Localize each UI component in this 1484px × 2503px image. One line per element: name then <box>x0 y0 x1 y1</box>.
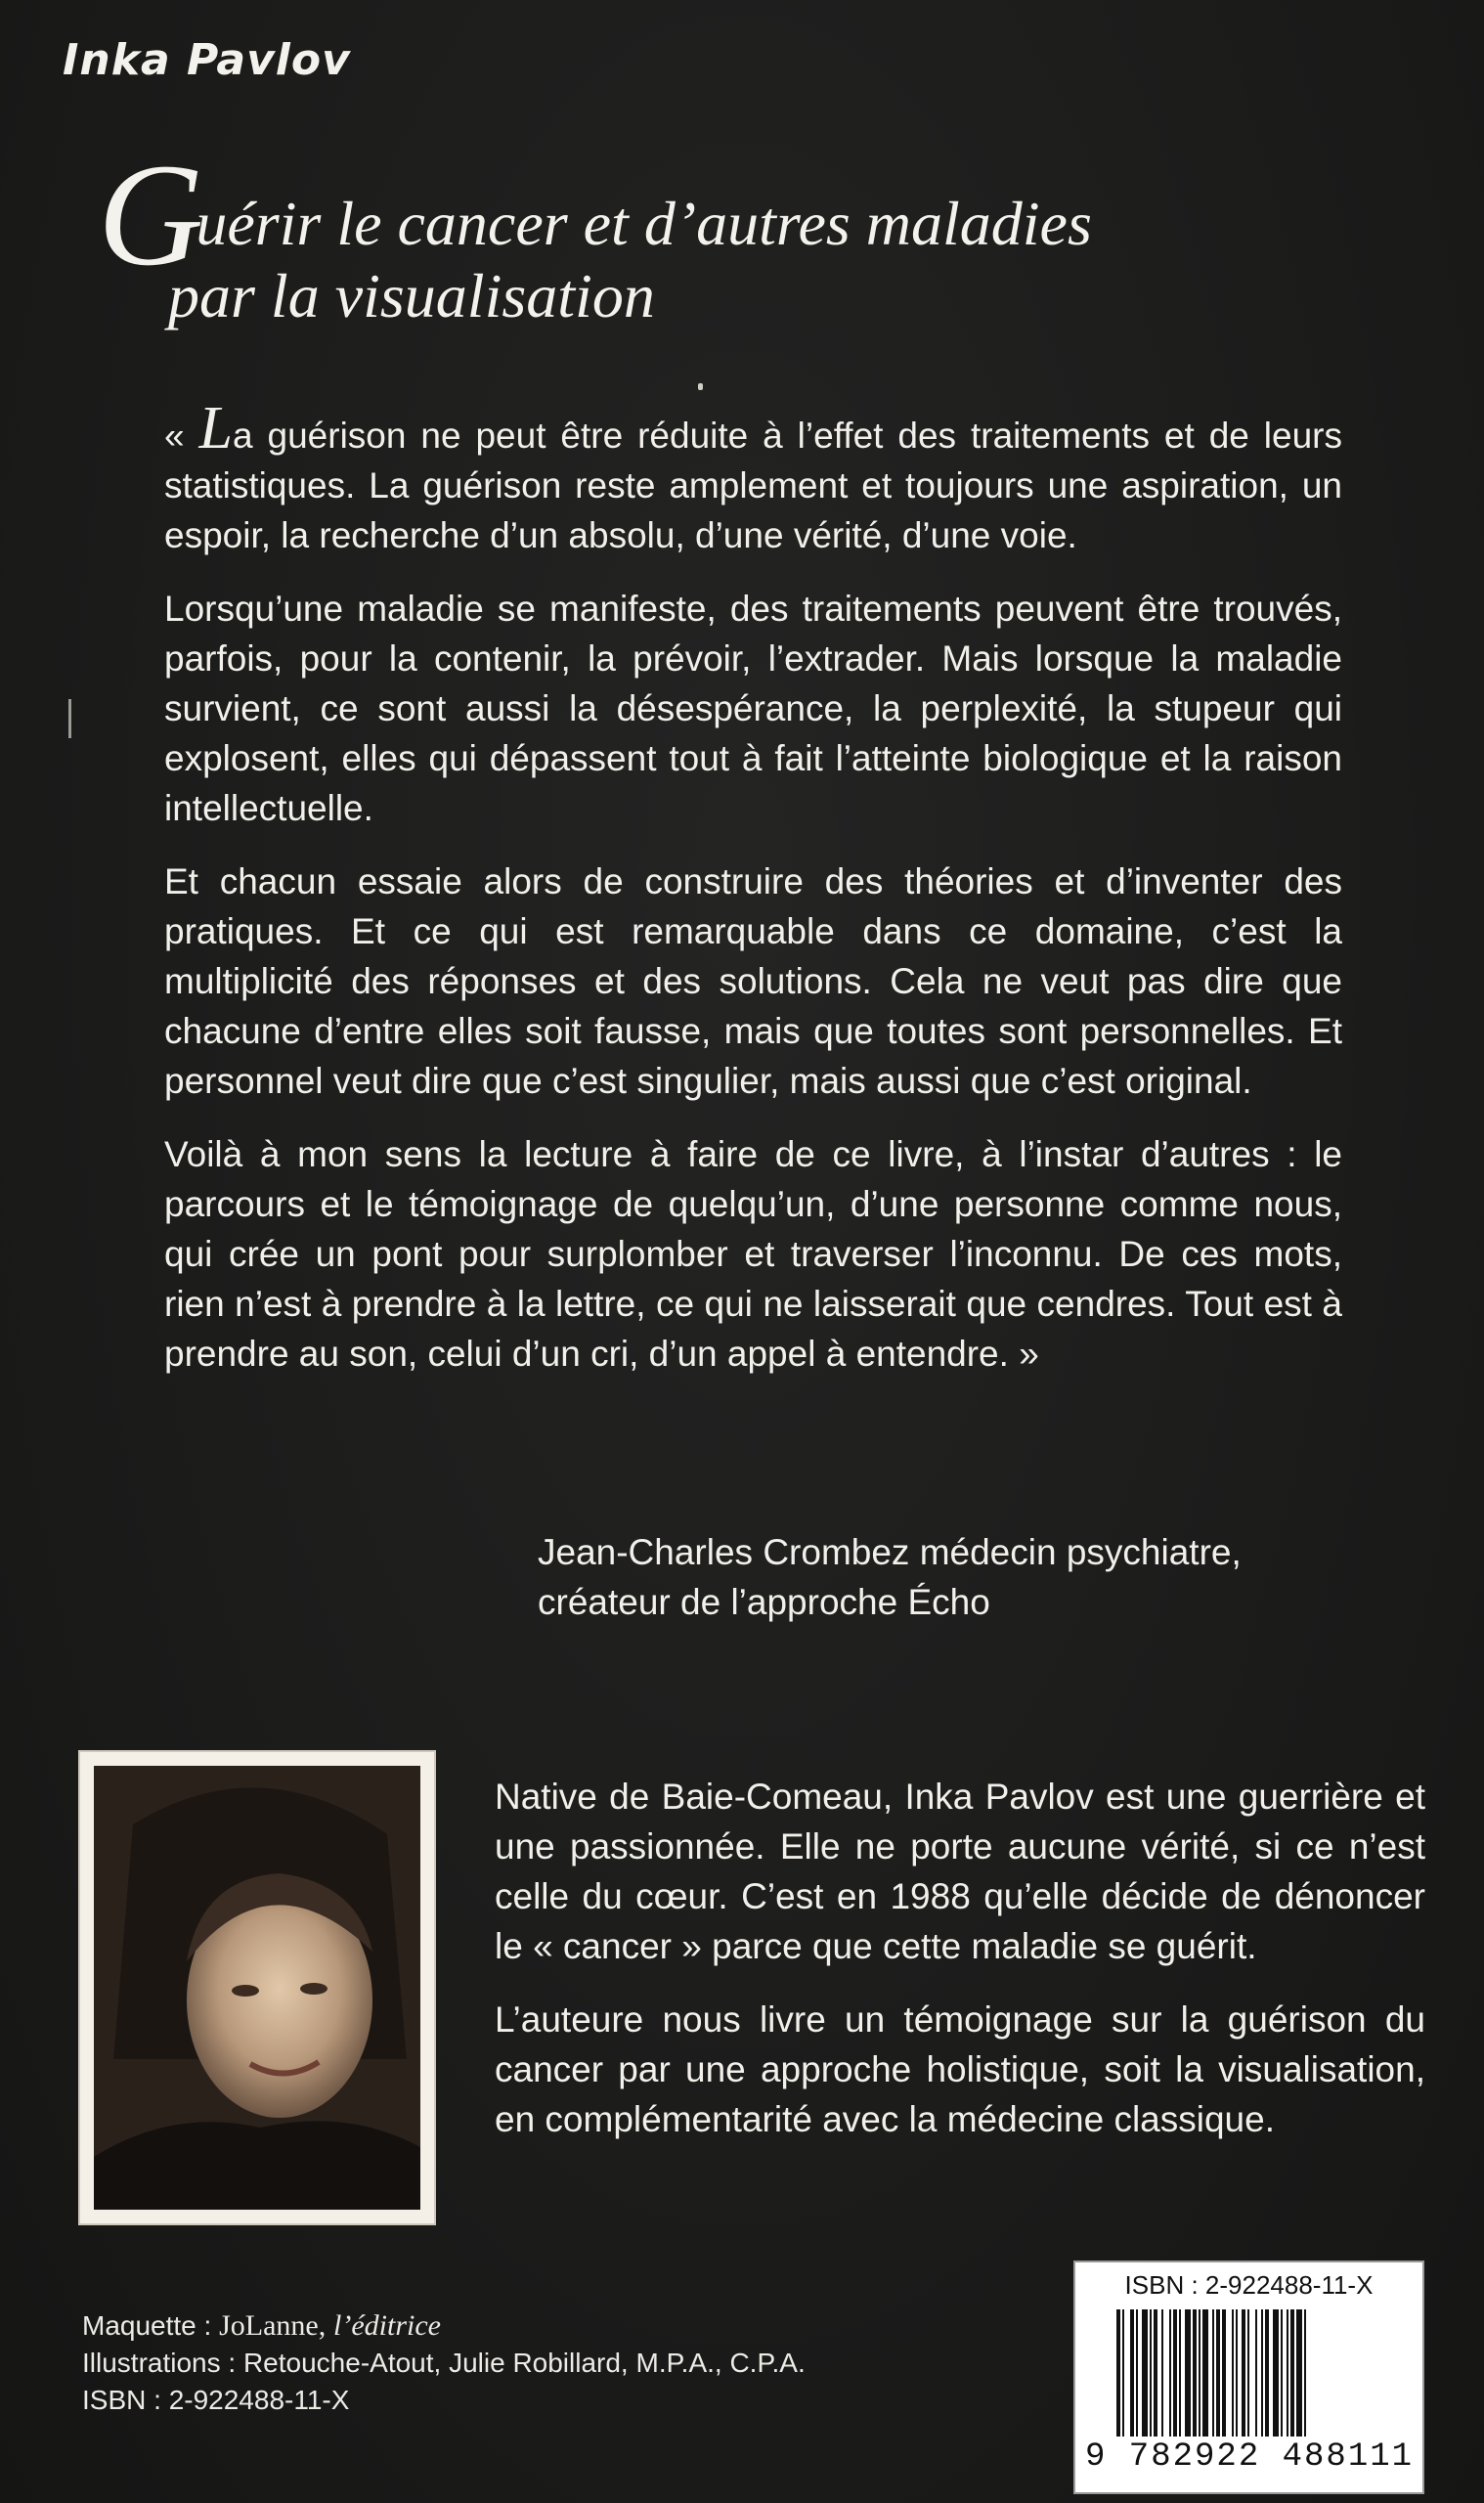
author-photo <box>94 1766 420 2210</box>
signature-line-1: Jean-Charles Crombez médecin psychiatre, <box>538 1532 1242 1572</box>
maquette-label: Maquette : <box>82 2310 212 2341</box>
maquette-name: JoLanne, <box>219 2309 327 2342</box>
book-title <box>98 134 1418 332</box>
quote-paragraph-4: Voilà à mon sens la lecture à faire de ce livre, à l’instar d’autres : le parcours et le témoignage de quelqu’un, d’une personne comme nous, qui crée un pont pour surplomber et traverser l’inconnu. De ces mots, rien n’est à prendre à la lettre, ce qui ne laisserait que cendres. Tout est à prendre au son, celui d’un cri, d’un appel à entendre. » <box>164 1134 1342 1374</box>
author-bio <box>495 1772 1425 2168</box>
quote-open-mark: « <box>164 416 185 456</box>
print-speck <box>698 383 703 390</box>
credits-isbn: ISBN : 2-922488-11-X <box>82 2385 350 2415</box>
barcode-label <box>1073 2261 1424 2494</box>
credits <box>82 2307 962 2419</box>
quote-paragraph-3: Et chacun essaie alors de construire des théories et d’inventer des pratiques. Et ce qui est remarquable dans ce domaine, c’est la multiplicité des réponses et des solutions. Cela ne veut pas dire que chacune d’entre elles soit fausse, mais que toutes sont personnelles. Et personnel veut dire que c’est singulier, mais aussi que c’est original. <box>164 861 1342 1101</box>
signature-line-2: créateur de l’approche Écho <box>538 1582 990 1622</box>
barcode-digits: 9 782922 488111 <box>1085 2438 1415 2476</box>
title-line-2: par la visualisation <box>168 261 655 330</box>
quote-paragraph-2: Lorsqu’une maladie se manifeste, des traitements peuvent être trouvés, parfois, pour la contenir, la prévoir, l’extrader. Mais lorsque la maladie survient, ce sont aussi la désespérance, la perplexité, la stupeur qui explosent, elles qui dépassent tout à fait l’atteinte biologique et la raison intellectuelle. <box>164 589 1342 828</box>
author-name: Inka Pavlov <box>63 35 351 85</box>
quote-paragraph-1-text: a guérison ne peut être réduite à l’effet des traitements et de leurs statistiques. La guérison reste amplement et toujours une aspiration, un espoir, la recherche d’un absolu, d’une vérité, d’une voie. <box>164 416 1342 555</box>
edge-mark <box>68 699 71 738</box>
quote-paragraph-1 <box>164 395 1342 560</box>
preface-quote <box>164 395 1342 1402</box>
author-photo-frame <box>78 1750 436 2225</box>
maquette-role: l’éditrice <box>333 2309 441 2342</box>
barcode-bars <box>1114 2309 1398 2437</box>
bio-paragraph-1: Native de Baie-Comeau, Inka Pavlov est une guerrière et une passionnée. Elle ne porte aucune vérité, si ce n’est celle du cœur. C’est en 1988 qu’elle décide de dénoncer le « cancer » parce que cette maladie se guérit. <box>495 1777 1425 1966</box>
barcode-isbn: ISBN : 2-922488-11-X <box>1124 2270 1374 2300</box>
title-line-1: uérir le cancer et d’autres maladies <box>196 189 1092 258</box>
credits-illustrations: Illustrations : Retouche-Atout, Julie Robillard, M.P.A., C.P.A. <box>82 2348 806 2378</box>
quote-initial: L <box>198 395 233 461</box>
quote-signature <box>538 1527 1418 1627</box>
credits-maquette <box>82 2307 962 2345</box>
bio-paragraph-2: L’auteure nous livre un témoignage sur la guérison du cancer par une approche holistique, soit la visualisation, en complémentarité avec la médecine classique. <box>495 1999 1425 2139</box>
title-initial: G <box>98 134 204 296</box>
